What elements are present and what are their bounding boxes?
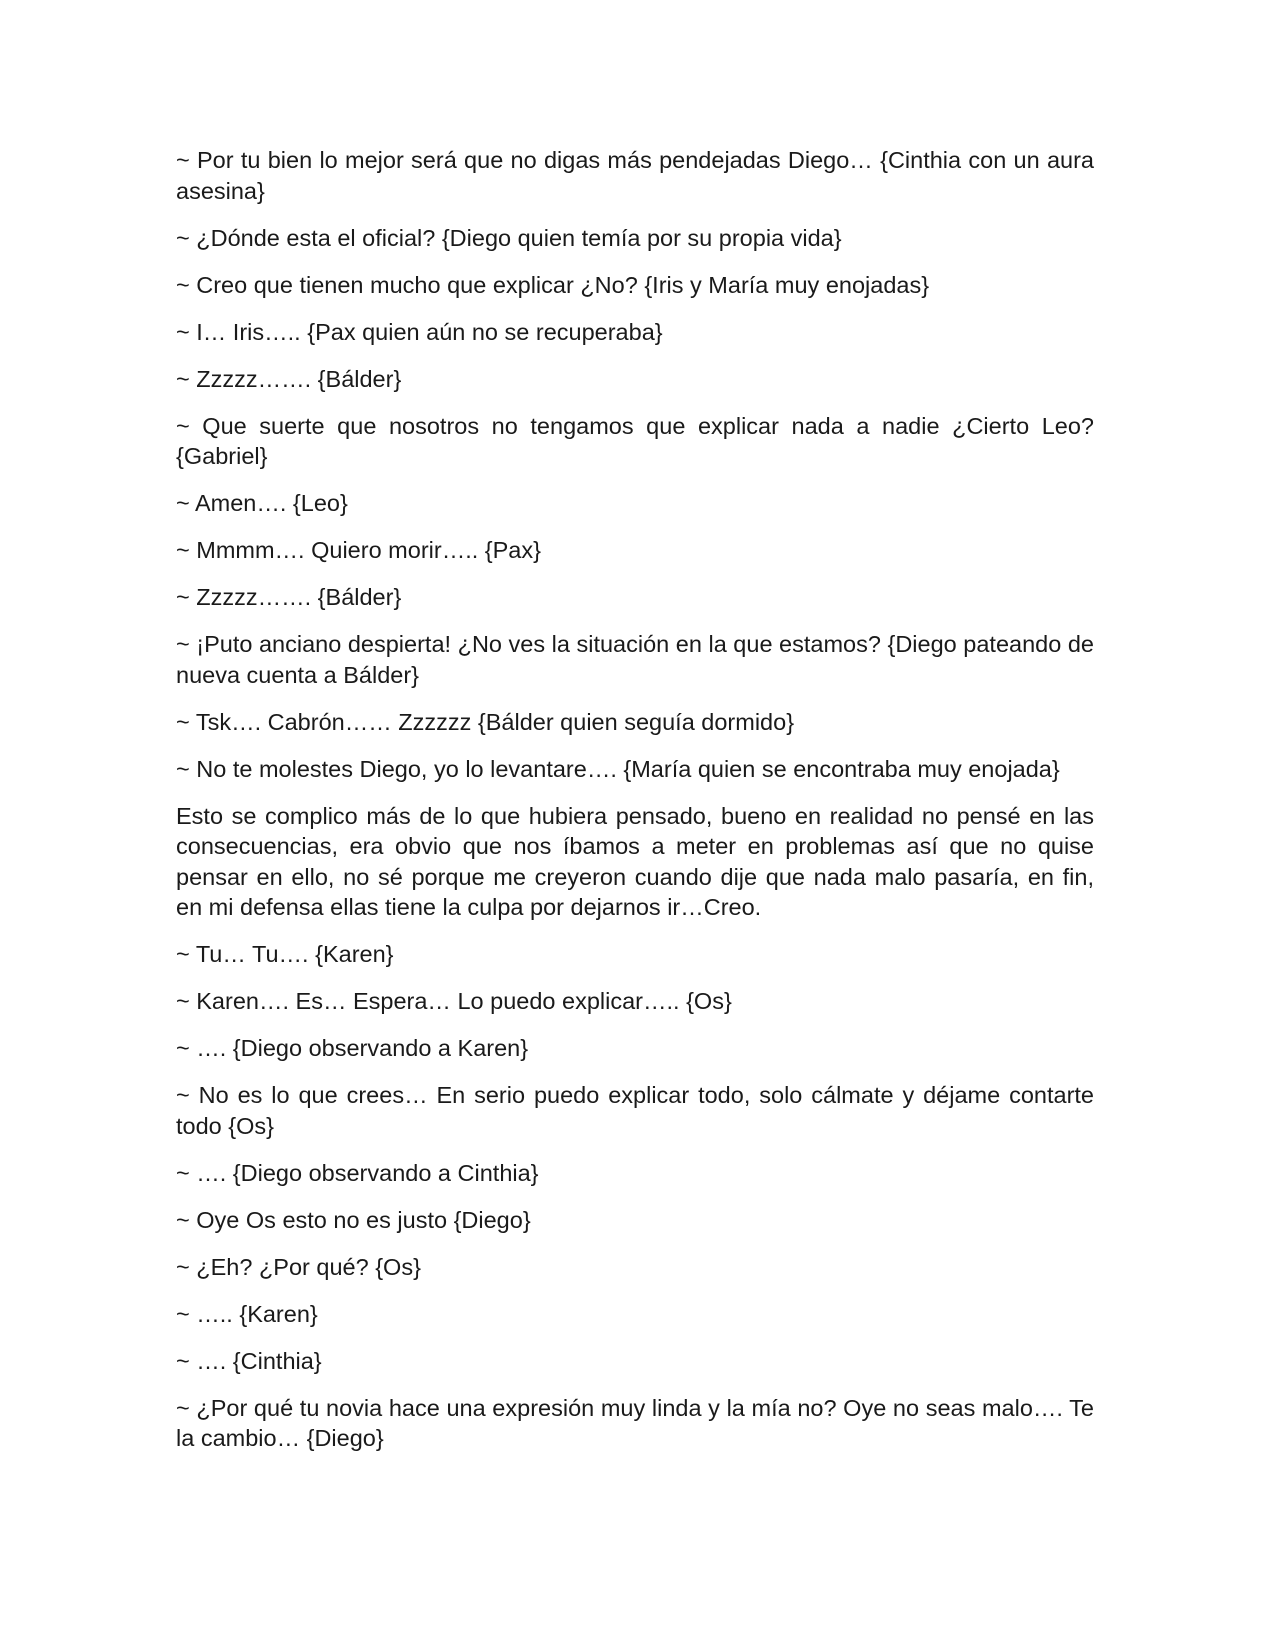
paragraph: ~ Zzzzz……. {Bálder}	[176, 584, 402, 610]
document-page	[176, 145, 1094, 1470]
paragraph: ~ No es lo que crees… En serio puedo explicar todo, solo cálmate y déjame contarte todo {Os}	[176, 1082, 1094, 1139]
paragraph: ~ ¡Puto anciano despierta! ¿No ves la situación en la que estamos? {Diego pateando de nueva cuenta a Bálder}	[176, 631, 1094, 688]
paragraph: ~ ¿Por qué tu novia hace una expresión muy linda y la mía no? Oye no seas malo…. Te la cambio… {Diego}	[176, 1394, 1094, 1451]
paragraph: ~ Mmmm…. Quiero morir….. {Pax}	[176, 537, 541, 563]
paragraph: ~ No te molestes Diego, yo lo levantare…. {María quien se encontraba muy enojada}	[176, 755, 1060, 782]
paragraph: ~ Creo que tienen mucho que explicar ¿No? {Iris y María muy enojadas}	[176, 271, 930, 298]
paragraph: ~ Zzzzz……. {Bálder}	[176, 365, 402, 392]
paragraph: ~ ¿Eh? ¿Por qué? {Os}	[176, 1253, 421, 1280]
paragraph: ~ Karen…. Es… Espera… Lo puedo explicar….. {Os}	[176, 988, 732, 1014]
paragraph: ~ ….. {Karen}	[176, 1300, 318, 1327]
paragraph: ~ Tsk…. Cabrón…… Zzzzzz {Bálder quien seguía dormido}	[176, 708, 795, 735]
paragraph: ~ Por tu bien lo mejor será que no digas más pendejadas Diego… {Cinthia con un aura asesina}	[176, 147, 1094, 204]
paragraph: ~ I… Iris….. {Pax quien aún no se recuperaba}	[176, 318, 663, 345]
paragraph: ~ Que suerte que nosotros no tengamos que explicar nada a nadie ¿Cierto Leo? {Gabriel}	[176, 412, 1094, 469]
paragraph: ~ ¿Dónde esta el oficial? {Diego quien temía por su propia vida}	[176, 224, 842, 251]
paragraph: ~ Tu… Tu…. {Karen}	[176, 941, 394, 967]
paragraph: ~ Oye Os esto no es justo {Diego}	[176, 1206, 531, 1233]
paragraph: ~ …. {Diego observando a Karen}	[176, 1035, 529, 1061]
paragraph: ~ …. {Diego observando a Cinthia}	[176, 1159, 539, 1186]
paragraph: ~ …. {Cinthia}	[176, 1347, 322, 1374]
paragraph: ~ Amen…. {Leo}	[176, 490, 348, 516]
narration-paragraph: Esto se complico más de lo que hubiera pensado, bueno en realidad no pensé en las consecuencias, era obvio que nos íbamos a meter en problemas así que no quise pensar en ello, no sé porque me creyeron cuando dije que nada malo pasaría, en fin, en mi defensa ellas tiene la culpa por dejarnos ir…Creo.	[176, 802, 1094, 920]
